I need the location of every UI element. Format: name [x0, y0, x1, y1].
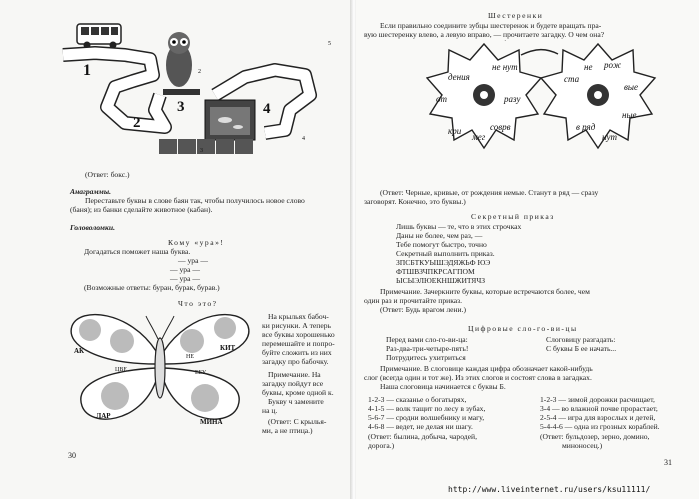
- wing-letters: АК: [74, 347, 85, 355]
- counters-title: Цифровые сло-го-ви-цы: [468, 324, 578, 333]
- secret-poem-line: Даны не более, чем раз, —: [396, 231, 483, 240]
- wing-letters: МИНА: [200, 418, 223, 426]
- anagrams-title: Анаграммы.: [70, 187, 112, 196]
- counters-line: Перед вами сло-го-ви-ца:: [386, 335, 468, 344]
- secret-letters: ЫСЫЭЛЮЕКНШЖИТЯЧЗ: [396, 276, 486, 285]
- puzzles-title: Головоломки.: [70, 223, 115, 232]
- wing-letters: ЛАР: [96, 412, 111, 420]
- counters-riddle: 4-6-8 — ведет, не делая ни шагу.: [368, 422, 473, 431]
- what-line: загадку про бабочку.: [262, 357, 329, 366]
- counters-riddle: 1-2-3 — сказанье о богатырях,: [368, 395, 467, 404]
- hurray-line: — ура —: [178, 256, 208, 265]
- board-number: 3: [177, 99, 185, 115]
- gear-word: разу: [504, 94, 521, 104]
- bus-icon: [77, 24, 121, 49]
- counters-answer: миноносец.): [562, 441, 603, 450]
- gear-word: рож: [604, 60, 622, 70]
- hurray-title: Кому «ура»!: [168, 238, 225, 247]
- wing-letters: ЦВЕ: [115, 367, 127, 373]
- what-note: Букву ч замените: [268, 397, 324, 406]
- gears-answer: заговорят. Конечно, это буквы.): [364, 197, 466, 206]
- counters-riddle: 1-2-3 — зимой дорожки расчищает,: [540, 395, 655, 404]
- anagrams-line: Переставьте буквы в слове баян так, чтобы получилось новое слово: [85, 196, 305, 205]
- page-number: 31: [664, 458, 672, 467]
- source-url-link[interactable]: http://www.liveinternet.ru/users/ksu11111/: [448, 485, 651, 494]
- what-answer: (Ответ: С крылья-: [268, 417, 327, 426]
- counters-riddle: 5-6-7 — сродни волшебнику и магу,: [368, 413, 485, 422]
- what-line: На крыльях бабоч-: [268, 312, 329, 321]
- counters-line: С буквы Б ее начать...: [546, 344, 617, 353]
- secret-poem-line: Лишь буквы — те, что в этих строчках: [396, 222, 522, 231]
- counters-line: Раз-два-три-четыре-пять!: [386, 344, 469, 353]
- what-answer: ми, а не птица.): [262, 426, 313, 435]
- gear-word: ные: [622, 110, 637, 120]
- what-note: загадку пойдут все: [262, 379, 324, 388]
- what-title: Что это?: [178, 299, 218, 308]
- board-number: 5: [328, 41, 331, 47]
- counters-answer: (Ответ: бульдозер, зерно, домино,: [540, 432, 650, 441]
- page-number: 30: [68, 451, 76, 460]
- what-line: перемешайте и попро-: [262, 339, 335, 348]
- box-answer: (Ответ: бокс.): [85, 170, 130, 179]
- counters-riddle: 2-5-4 — игра для взрослых и детей,: [540, 413, 656, 422]
- hurray-line: — ура —: [170, 265, 200, 274]
- counters-answer: дорога.): [368, 441, 395, 450]
- hurray-line: — ура —: [170, 274, 200, 283]
- rotation-arrow-icon: [521, 50, 558, 55]
- board-number: 4: [263, 101, 271, 117]
- counters-riddle: 3-4 — во влажной почве прорастает,: [540, 404, 658, 413]
- counters-answer: (Ответ: былина, добыча, чародей,: [368, 432, 477, 441]
- gear-word: не нут: [492, 62, 518, 72]
- board-number: 2: [198, 69, 201, 75]
- secret-letters: ФТШВЗЧПКРСАГПОМ: [396, 267, 475, 276]
- secret-letters: ЗПСБТКУЫШЭДЯЖЬФ ЮЭ: [396, 258, 491, 267]
- gear-word: нут: [602, 132, 617, 142]
- aquarium-icon: [205, 100, 255, 140]
- gear-word: вые: [624, 82, 638, 92]
- what-line: все буквы хорошенько: [262, 330, 335, 339]
- hurray-answers: (Возможные ответы: буран, бурак, бурав.): [84, 283, 220, 292]
- butterfly-illustration: [60, 306, 260, 431]
- gear-word: не: [584, 62, 593, 72]
- wing-letters: ЕБУ: [195, 370, 207, 376]
- secret-note: Примечание. Зачеркните буквы, которые встречаются более, чем: [380, 287, 590, 296]
- gears-title: Шестеренки: [488, 11, 544, 20]
- gears-answer: (Ответ: Черные, кривые, от рождения немые. Станут в ряд — сразу: [380, 188, 599, 197]
- gear-word: ста: [564, 74, 580, 84]
- what-line: буйте сложить из них: [262, 348, 332, 357]
- hurray-line: Догадаться поможет наша буква.: [84, 247, 191, 256]
- gear-word: дения: [448, 72, 470, 82]
- board-number: 1: [83, 62, 91, 79]
- secret-poem-line: Тебе помогут быстро, точно: [396, 240, 487, 249]
- counters-line: Потрудитесь ухитриться: [386, 353, 466, 362]
- anagrams-line: (баня); из банки сделайте животное (кабан).: [70, 205, 213, 214]
- gear-word: в ряд: [576, 122, 596, 132]
- counters-note: Наша слоговица начинается с буквы Б.: [380, 382, 506, 391]
- answer-squares: [159, 139, 253, 154]
- what-line: ки рисунки. А теперь: [262, 321, 331, 330]
- right-page: [356, 0, 699, 499]
- gear-word: кри: [448, 126, 462, 136]
- gears-line: Если правильно соедините зубцы шестеренок и будете вращать пра-: [380, 21, 602, 30]
- gears-line: вую шестеренку влево, а левую вправо, — прочитаете загадку. О чем она?: [364, 30, 605, 39]
- gear-word: от: [436, 94, 447, 104]
- what-note: буквы, кроме одной к.: [262, 388, 334, 397]
- board-game-illustration: [55, 15, 352, 165]
- wing-letters: КИТ: [220, 344, 236, 352]
- board-number: 4: [302, 136, 305, 142]
- gear-word: соврв: [490, 122, 511, 132]
- counters-line: Слоговицу разгадать:: [546, 335, 616, 344]
- board-number: 2: [133, 115, 141, 131]
- secret-answer: (Ответ: Будь врагом лени.): [380, 305, 467, 314]
- counters-note: слог (всегда один и тот же). Из этих слогов и состоят слова в загадках.: [364, 373, 592, 382]
- what-note: Примечание. На: [268, 370, 321, 379]
- secret-poem-line: Секретный выполнить приказ.: [396, 249, 495, 258]
- counters-riddle: 4-1-5 — волк тащит по лесу в зубах,: [368, 404, 486, 413]
- wing-letters: НЕ: [186, 354, 194, 360]
- owl-icon: [163, 32, 200, 95]
- gear-word: мег: [472, 132, 486, 142]
- counters-riddle: 5-4-4-6 — одна из грозных кораблей.: [540, 422, 660, 431]
- secret-title: Секретный приказ: [471, 212, 555, 221]
- what-note: на ц.: [262, 406, 278, 415]
- counters-note: Примечание. В слоговице каждая цифра обозначает какой-нибудь: [380, 364, 593, 373]
- board-number: 3: [200, 148, 203, 154]
- gears-illustration: [426, 40, 686, 188]
- secret-note: один раз и прочитайте приказ.: [364, 296, 463, 305]
